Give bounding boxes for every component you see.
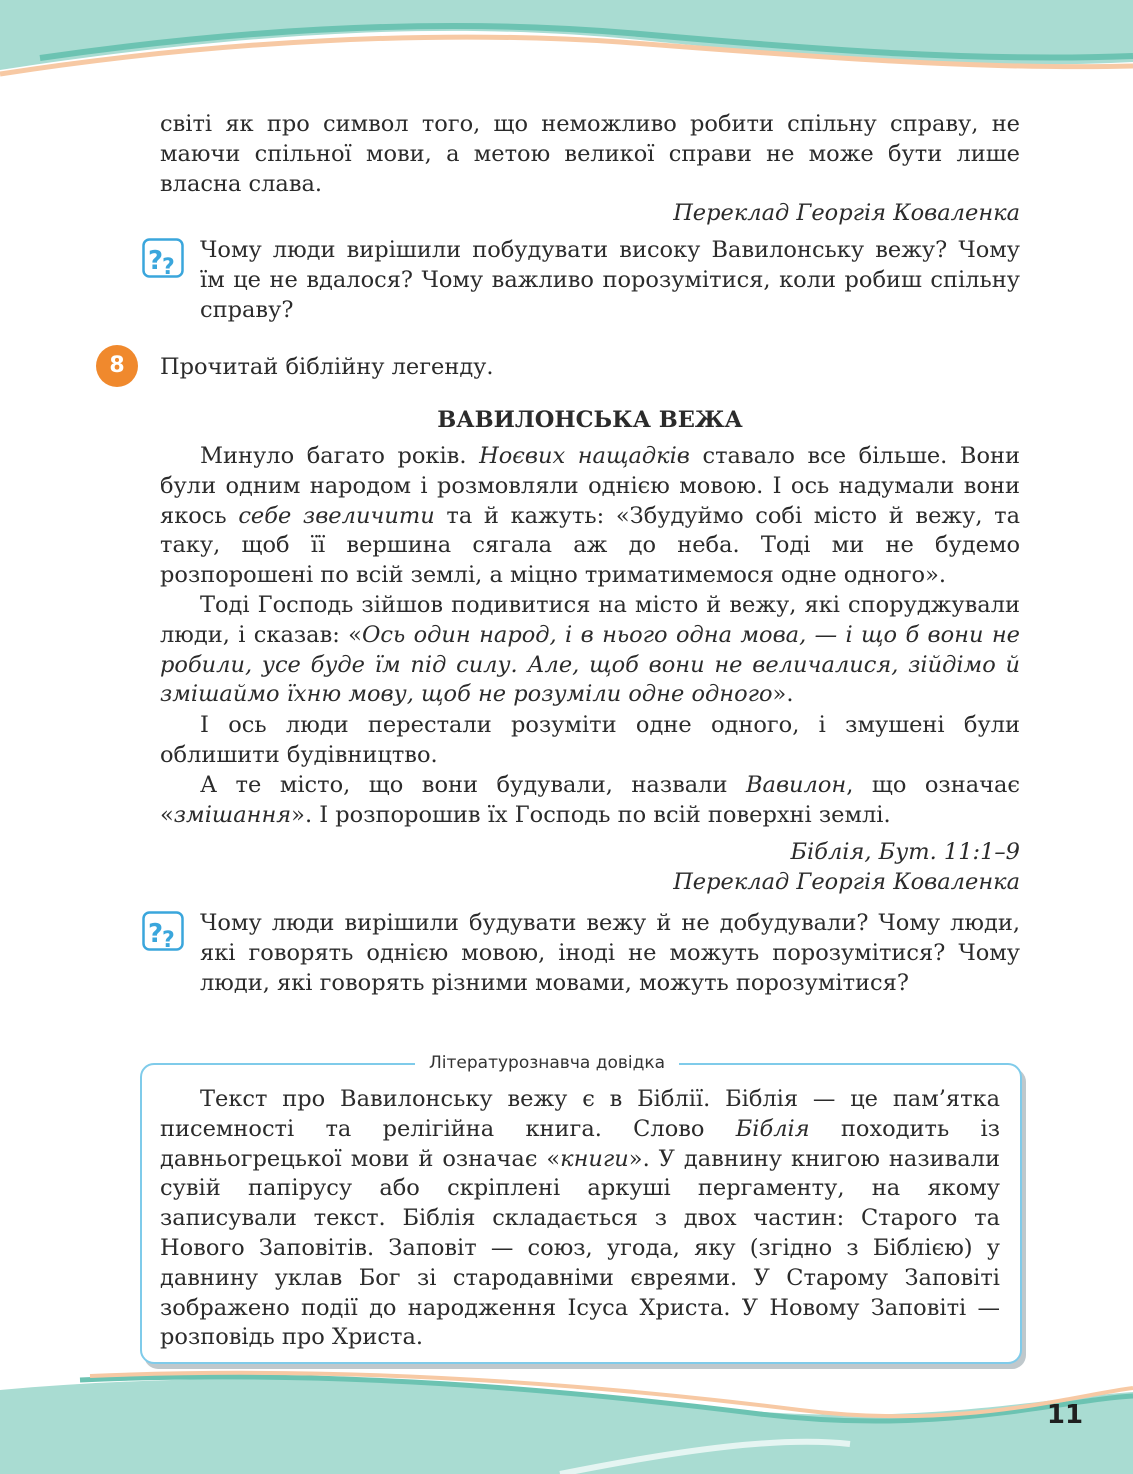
task-8-instruction: Прочитай біблійну легенду. (160, 354, 494, 380)
story-paragraph-3: І ось люди перестали розуміти одне одного, і змушені були облишити будівництво. (160, 712, 1020, 768)
question-marks-icon (142, 238, 184, 278)
page-number: 11 (1046, 1400, 1084, 1430)
translator-credit-1: Переклад Георгія Коваленка (673, 200, 1020, 226)
svg-text:?: ? (162, 928, 175, 951)
question-1: Чому люди вирішили побудувати високу Вавилонську вежу? Чому їм це не вдалося? Чому важливо порозумітися, коли робиш спільну справу? (200, 237, 1020, 323)
story-paragraph-1: Минуло багато років. Ноєвих нащадків ставало все більше. Вони були одним народом і розмовляли однією мовою. І ось надумали вони якось себе звеличити та й кажуть: «Збудуймо собі місто й вежу, та таку, щоб її вершина сягала аж до неба. Тоді ми не будемо розпорошені по всій землі, а міцно триматимемося одне одного». (160, 443, 1021, 589)
reference-box (140, 1063, 1022, 1364)
story-paragraph-4: А те місто, що вони будували, назвали Вавилон, що означає «змішання». І розпорошив їх Господь по всій поверхні землі. (160, 772, 1021, 828)
question-2: Чому люди вирішили будувати вежу й не добудували? Чому люди, які говорять однією мовою, іноді не можуть порозумітися? Чому люди, які говорять різними мовами, можуть порозумітися? (200, 910, 1020, 996)
reference-text: Текст про Вавилонську вежу є в Біблії. Біблія — це пам’ятка писемності та релігійна книга. Слово Біблія походить із давньогрецької мови й означає «книги». У давнину книгою називали сувій папірусу або скріплені аркуші пергаменту, на якому записували текст. Біблія складається з двох частин: Старого та Нового Заповітів. Заповіт — союз, угода, яку (згідно з Біблією) у давнину уклав Бог зі стародавніми євреями. У Старому Заповіті зображено події до народження Ісуса Христа. У Новому Заповіті — розповідь про Христа. (160, 1086, 1000, 1351)
story-paragraph-2: Тоді Господь зійшов подивитися на місто й вежу, які споруджували люди, і сказав: «Ось один народ, і в нього одна мова, — і що б вони не робили, усе буде їм під силу. Але, щоб вони не величалися, зійдімо й змішаймо їхню мову, щоб не розуміли одне одного». (160, 592, 1020, 708)
reference-box-label: Літературознавча довідка (415, 1051, 679, 1075)
svg-text:?: ? (162, 255, 175, 278)
svg-text:?: ? (148, 246, 164, 276)
story-source: Біблія, Бут. 11:1–9 (790, 839, 1020, 865)
svg-text:?: ? (148, 919, 164, 949)
story-title: ВАВИЛОНСЬКА ВЕЖА (437, 407, 743, 433)
top-paragraph: світі як про символ того, що неможливо робити спільну справу, не маючи спільної мови, а метою великої справи не може бути лише власна слава. (160, 111, 1020, 197)
story-translator: Переклад Георгія Коваленка (673, 869, 1020, 895)
question-marks-icon (142, 911, 184, 951)
task-number-badge: 8 (96, 345, 138, 387)
